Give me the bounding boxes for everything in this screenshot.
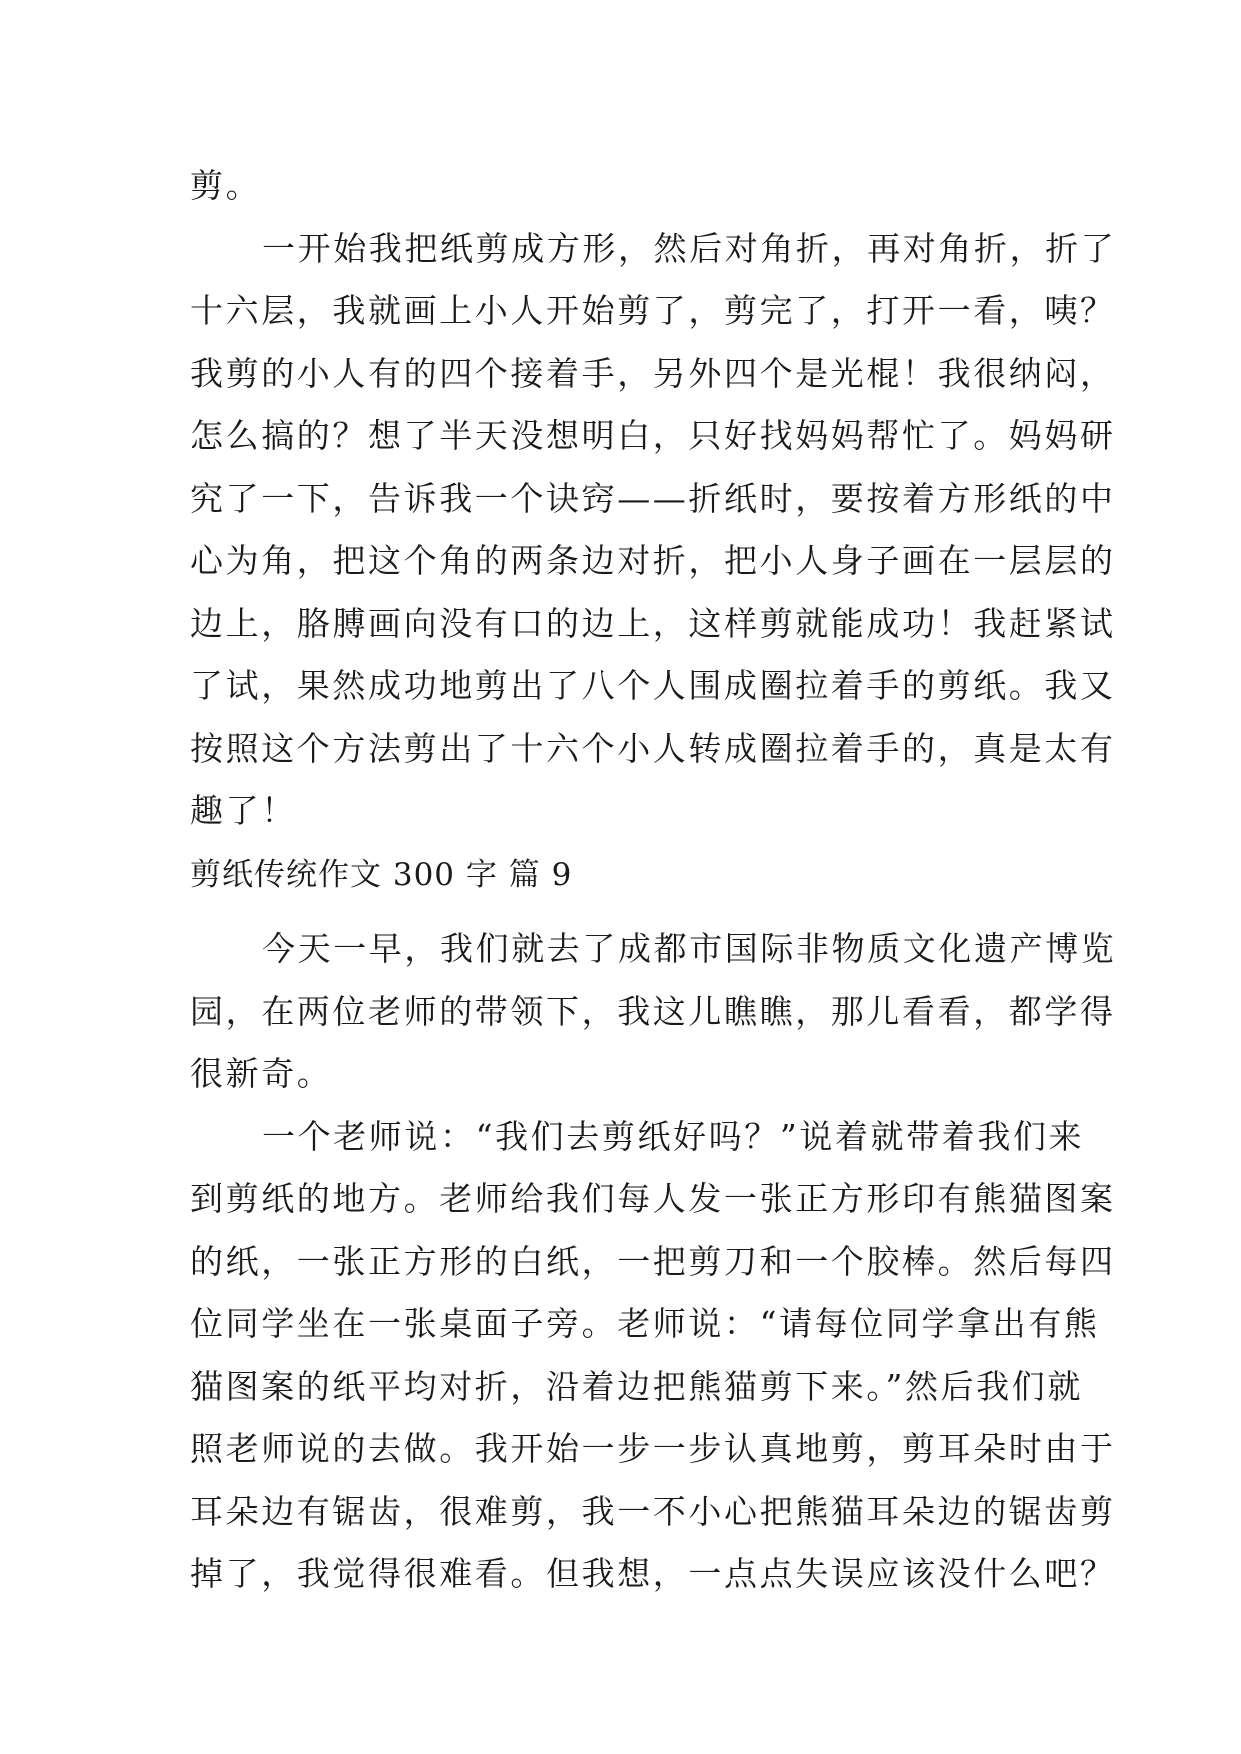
text-line: 怎么搞的？想了半天没想明白，只好找妈妈帮忙了。妈妈研 [190, 416, 1116, 455]
continuation-paragraph [190, 155, 1090, 218]
section-heading: 剪纸传统作文 300 字 篇 9 [190, 857, 573, 893]
text-line: 一个老师说：“我们去剪纸好吗？”说着就带着我们来 [262, 1116, 1085, 1156]
text-line: 按照这个方法剪出了十六个小人转成圈拉着手的，真是太有 [190, 728, 1116, 768]
paragraph [190, 218, 1117, 843]
text-line: 今天一早，我们就去了成都市国际非物质文化遗产博览 [262, 929, 1117, 968]
text-line: 的纸，一张正方形的白纸，一把剪刀和一个胶棒。然后每四 [190, 1241, 1116, 1281]
text-line: 照老师说的去做。我开始一步一步认真地剪，剪耳朵时由于 [190, 1429, 1116, 1468]
essay-section-8-body [190, 155, 1117, 843]
text-line: 很新奇。 [190, 1054, 333, 1093]
text-line: 边上，胳膊画向没有口的边上，这样剪就能成功！我赶紧试 [190, 603, 1116, 643]
text-line: 趣了！ [190, 791, 297, 830]
text-line: 十六层，我就画上小人开始剪了，剪完了，打开一看，咦？ [190, 291, 1116, 330]
paragraph [190, 918, 1117, 1106]
text-line: 心为角，把这个角的两条边对折，把小人身子画在一层层的 [190, 541, 1116, 580]
text-line: 究了一下，告诉我一个诀窍——折纸时，要按着方形纸的中 [190, 478, 1116, 518]
paragraph [190, 1106, 1116, 1606]
text-line: 到剪纸的地方。老师给我们每人发一张正方形印有熊猫图案 [190, 1179, 1116, 1218]
text-line: 剪。 [190, 166, 262, 205]
text-line: 掉了，我觉得很难看。但我想，一点点失误应该没什么吧？ [190, 1554, 1116, 1593]
text-line: 了试，果然成功地剪出了八个人围成圈拉着手的剪纸。我又 [190, 666, 1116, 705]
text-line: 位同学坐在一张桌面子旁。老师说：“请每位同学拿出有熊 [190, 1304, 1100, 1343]
text-line: 耳朵边有锯齿，很难剪，我一不小心把熊猫耳朵边的锯齿剪 [190, 1491, 1116, 1531]
text-line: 猫图案的纸平均对折，沿着边把熊猫剪下来。”然后我们就 [190, 1366, 1083, 1406]
text-line: 一开始我把纸剪成方形，然后对角折，再对角折，折了 [262, 228, 1117, 268]
essay-section-9-body [190, 918, 1117, 1606]
text-line: 我剪的小人有的四个接着手，另外四个是光棍！我很纳闷， [190, 353, 1116, 393]
text-line: 园，在两位老师的带领下，我这儿瞧瞧，那儿看看，都学得 [190, 991, 1116, 1031]
